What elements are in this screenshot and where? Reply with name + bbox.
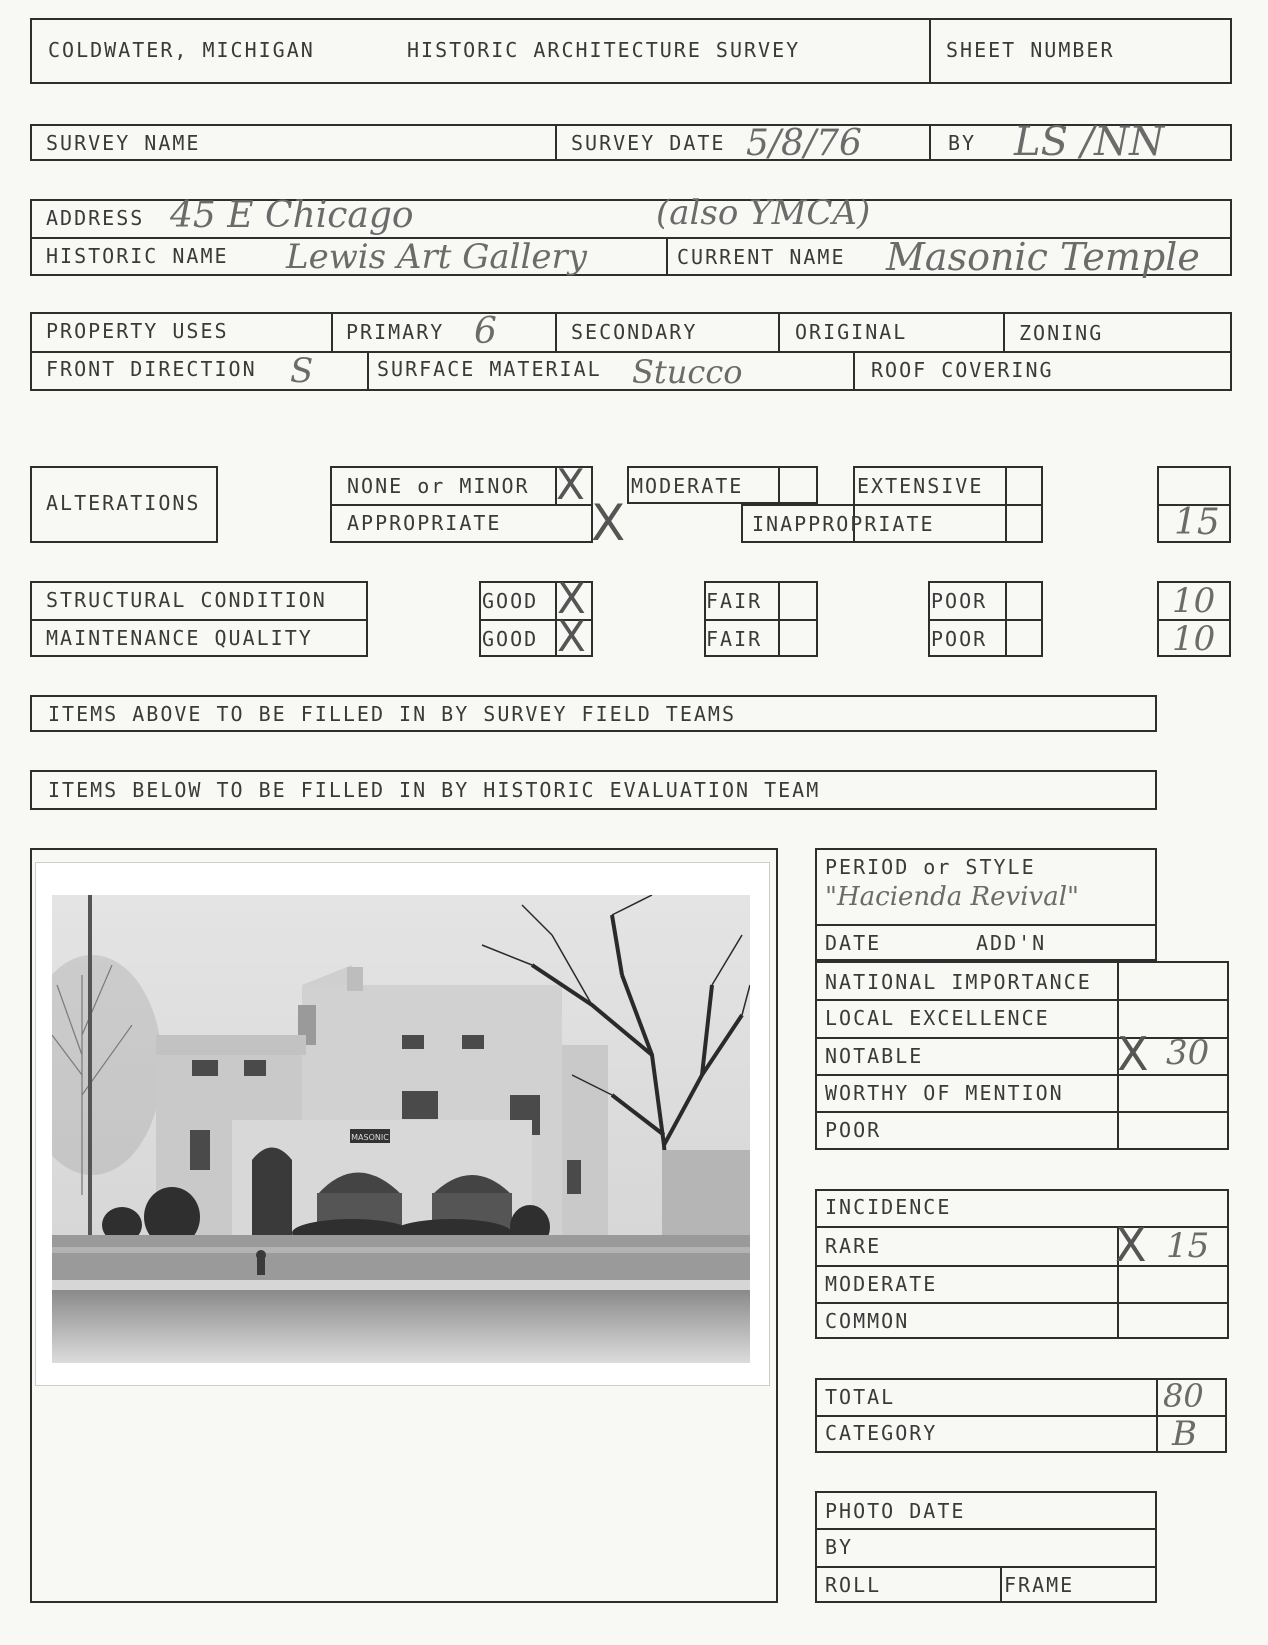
historic-name-label: HISTORIC NAME [46,244,229,268]
photo-date-row-1 [815,1528,1157,1530]
secondary-label: SECONDARY [571,320,698,344]
incidence-row-3 [815,1302,1229,1304]
maintenance-quality-label: MAINTENANCE QUALITY [46,626,313,650]
surveyed-by-value: LS /NN [1014,119,1165,165]
property-uses-label: PROPERTY USES [46,319,229,343]
appropriate-check: X [591,494,626,552]
historic-name-value: Lewis Art Gallery [286,237,587,277]
rare-label: RARE [825,1234,882,1258]
total-label: TOTAL [825,1385,896,1409]
photo-date-row-2 [815,1566,1157,1568]
uses-col-3 [778,312,780,351]
address-value: 45 E Chicago [170,195,414,236]
front-direction-value: S [290,351,314,391]
roof-covering-label: ROOF COVERING [871,358,1054,382]
notable-label: NOTABLE [825,1044,924,1068]
primary-label: PRIMARY [346,320,445,344]
name-divider [666,237,668,276]
fair-check-col [778,581,780,657]
category-value: B [1172,1414,1197,1454]
structural-good-label: GOOD [482,589,539,613]
worthy-of-mention-label: WORTHY OF MENTION [825,1081,1064,1105]
survey-date-value: 5/8/76 [746,123,862,164]
common-label: COMMON [825,1309,910,1333]
moderate-check-col [778,466,780,504]
moderate-label: MODERATE [631,474,744,498]
structural-poor-label: POOR [931,589,988,613]
national-importance-label: NATIONAL IMPORTANCE [825,970,1092,994]
period-style-value: "Hacienda Revival" [825,882,1079,912]
total-value: 80 [1163,1377,1204,1415]
none-minor-label: NONE or MINOR [347,474,530,498]
survey-divider-2 [929,124,931,161]
maintenance-good-check: X [557,612,586,661]
building-photo-image [52,895,750,1363]
fair-mid [704,619,818,621]
maintenance-poor-label: POOR [931,627,988,651]
header-divider [929,18,931,84]
items-above-note: ITEMS ABOVE TO BE FILLED IN BY SURVEY FIELD TEAMS [48,702,737,726]
survey-name-label: SURVEY NAME [46,131,201,155]
alterations-label: ALTERATIONS [46,491,201,515]
poor-importance-label: POOR [825,1118,882,1142]
uses-col-1 [331,312,333,351]
maintenance-good-label: GOOD [482,627,539,651]
total-mid [815,1415,1227,1417]
structural-score: 10 [1172,581,1216,621]
poor-mid [928,619,1043,621]
survey-divider-1 [555,124,557,161]
roll-frame-divider [1000,1566,1002,1603]
addn-label: ADD'N [976,931,1047,955]
importance-row-1 [815,999,1229,1001]
incidence-label: INCIDENCE [825,1195,952,1219]
uses-col-2 [555,312,557,351]
photo-by-label: BY [825,1535,854,1559]
front-direction-label: FRONT DIRECTION [46,357,257,381]
frame-label: FRAME [1004,1573,1075,1597]
moderate-incidence-label: MODERATE [825,1272,938,1296]
front-col-2 [853,351,855,391]
city-label: COLDWATER, MICHIGAN [48,38,315,62]
primary-value: 6 [474,311,497,352]
structural-good-check: X [557,574,586,623]
front-col-1 [367,351,369,391]
items-below-note: ITEMS BELOW TO BE FILLED IN BY HISTORIC EVALUATION TEAM [48,778,821,802]
category-label: CATEGORY [825,1421,938,1445]
alterations-score: 15 [1174,502,1220,543]
date-label: DATE [825,931,882,955]
surface-material-label: SURFACE MATERIAL [377,357,602,381]
roll-label: ROLL [825,1573,882,1597]
maintenance-fair-label: FAIR [706,627,763,651]
maintenance-score: 10 [1172,619,1216,659]
importance-row-3 [815,1074,1229,1076]
zoning-label: ZONING [1019,321,1104,345]
period-style-label: PERIOD or STYLE [825,855,1036,879]
notable-check: X [1117,1027,1149,1081]
appropriate-label: APPROPRIATE [347,511,502,535]
rare-score: 15 [1166,1226,1210,1266]
photo-date-label: PHOTO DATE [825,1499,966,1523]
current-name-label: CURRENT NAME [677,245,846,269]
surveyed-by-label: BY [948,131,977,155]
survey-title: HISTORIC ARCHITECTURE SURVEY [407,38,801,62]
importance-row-4 [815,1111,1229,1113]
inappropriate-label: INAPPROPRIATE [752,512,935,536]
uses-divider [30,351,1232,353]
extensive-label: EXTENSIVE [857,474,984,498]
poor-check-col [1005,581,1007,657]
also-ymca-note: (also YMCA) [656,193,871,233]
none-minor-check: X [556,460,585,509]
notable-score: 30 [1166,1033,1210,1073]
building-photo [35,862,770,1386]
structural-condition-label: STRUCTURAL CONDITION [46,588,327,612]
sheet-number-label: SHEET NUMBER [946,38,1115,62]
total-score-col [1156,1378,1158,1453]
condition-label-mid [30,619,368,621]
photo-sign: MASONIC [351,1133,389,1142]
structural-fair-label: FAIR [706,589,763,613]
period-mid [815,924,1157,926]
alterations-grid-mid [330,504,593,506]
rare-check: X [1115,1218,1147,1272]
survey-date-label: SURVEY DATE [571,131,726,155]
original-label: ORIGINAL [795,320,908,344]
current-name-value: Masonic Temple [886,235,1200,279]
surface-material-value: Stucco [632,353,743,391]
local-excellence-label: LOCAL EXCELLENCE [825,1006,1050,1030]
uses-col-4 [1003,312,1005,351]
address-label: ADDRESS [46,206,145,230]
